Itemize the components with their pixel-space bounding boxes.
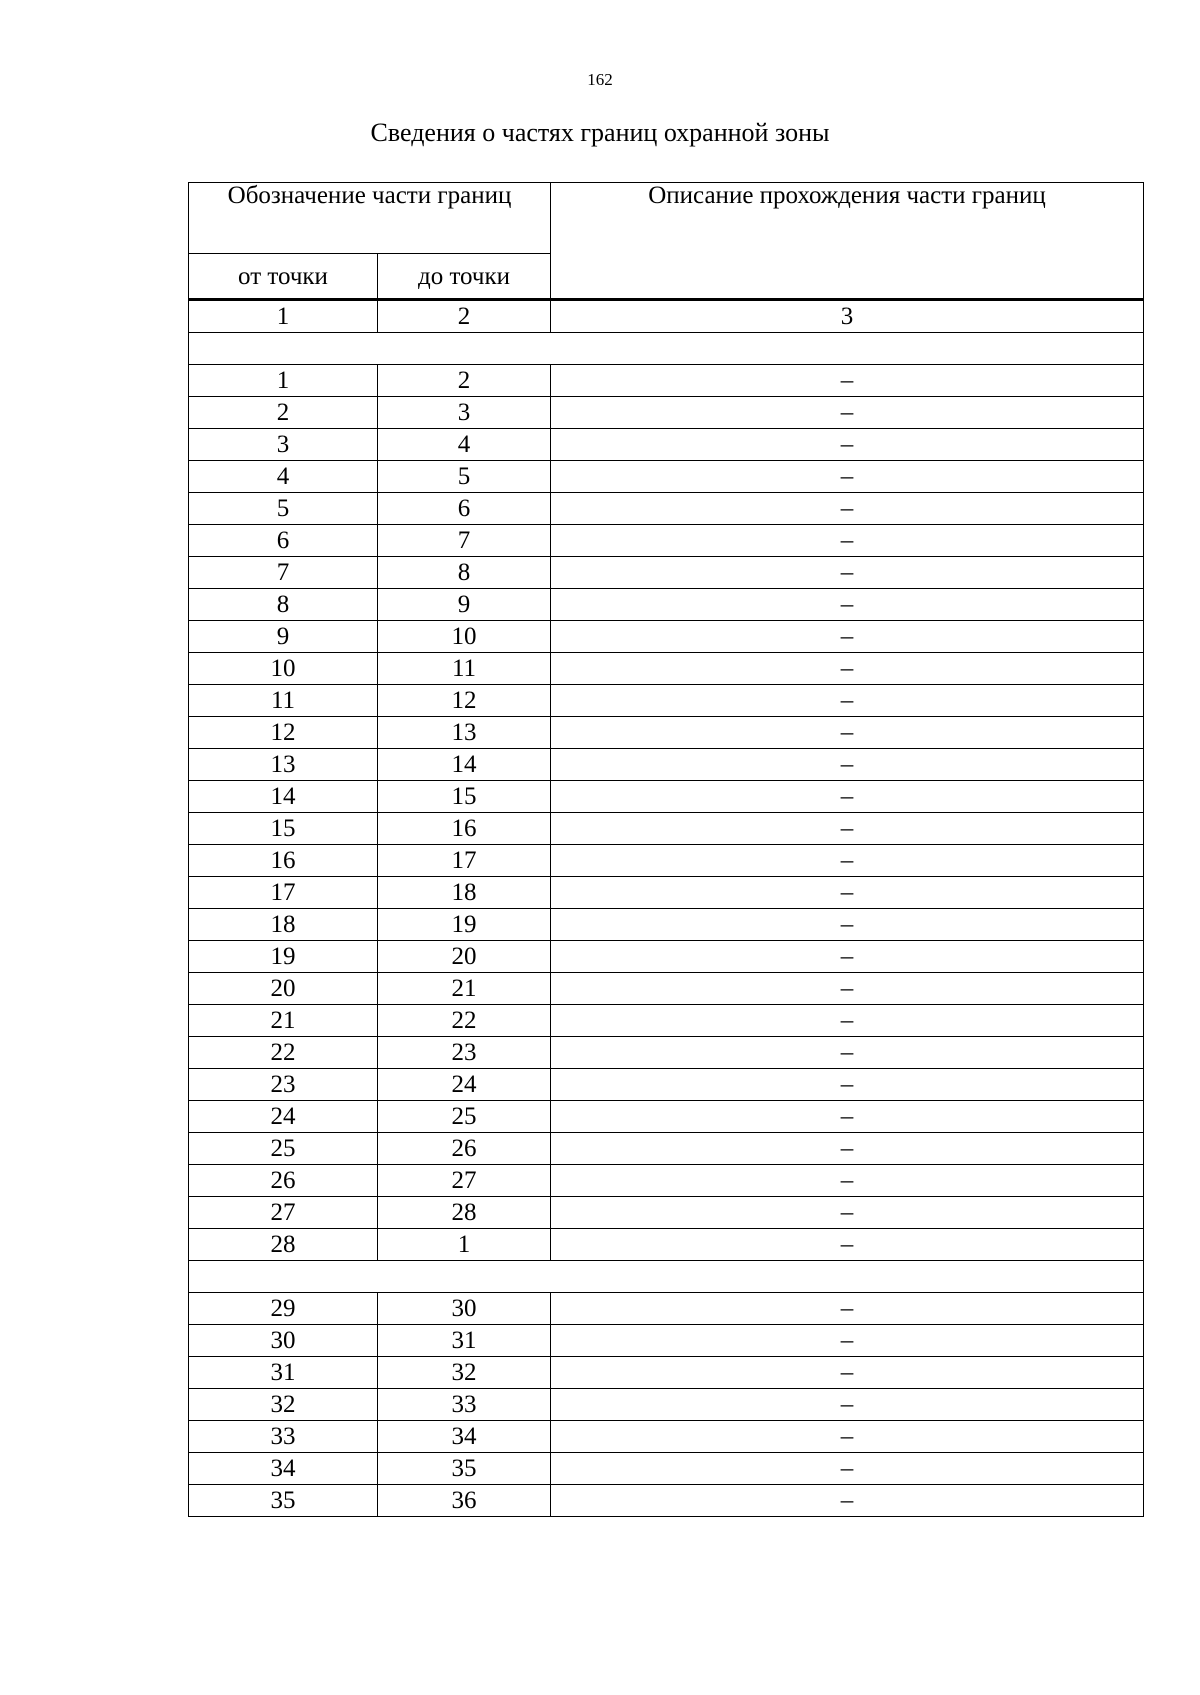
from-point-cell: 8 xyxy=(189,589,378,621)
description-cell: – xyxy=(551,877,1144,909)
to-point-cell: 3 xyxy=(378,397,551,429)
description-cell: – xyxy=(551,909,1144,941)
description-cell: – xyxy=(551,1101,1144,1133)
table-row xyxy=(189,1421,1144,1453)
header-designation: Обозначение части границ xyxy=(189,183,551,254)
to-point-cell: 19 xyxy=(378,909,551,941)
table-row xyxy=(189,1101,1144,1133)
from-point-cell: 18 xyxy=(189,909,378,941)
description-cell: – xyxy=(551,813,1144,845)
from-point-cell: 14 xyxy=(189,781,378,813)
description-cell: – xyxy=(551,973,1144,1005)
to-point-cell: 28 xyxy=(378,1197,551,1229)
from-point-cell: 32 xyxy=(189,1389,378,1421)
from-point-cell: 21 xyxy=(189,1005,378,1037)
table-row xyxy=(189,1357,1144,1389)
document-title: Сведения о частях границ охранной зоны xyxy=(370,118,830,147)
to-point-cell: 5 xyxy=(378,461,551,493)
table-row xyxy=(189,973,1144,1005)
description-cell: – xyxy=(551,1421,1144,1453)
to-point-cell: 7 xyxy=(378,525,551,557)
from-point-cell: 4 xyxy=(189,461,378,493)
to-point-cell: 9 xyxy=(378,589,551,621)
to-point-cell: 16 xyxy=(378,813,551,845)
table-row xyxy=(189,1133,1144,1165)
from-point-cell: 6 xyxy=(189,525,378,557)
to-point-cell: 22 xyxy=(378,1005,551,1037)
from-point-cell: 30 xyxy=(189,1325,378,1357)
from-point-cell: 10 xyxy=(189,653,378,685)
from-point-cell: 27 xyxy=(189,1197,378,1229)
description-cell: – xyxy=(551,525,1144,557)
from-point-cell: 15 xyxy=(189,813,378,845)
group-row xyxy=(189,333,1144,365)
description-cell: – xyxy=(551,1069,1144,1101)
header-to-point: до точки xyxy=(378,254,551,300)
from-point-cell: 31 xyxy=(189,1357,378,1389)
from-point-cell: 29 xyxy=(189,1293,378,1325)
to-point-cell: 24 xyxy=(378,1069,551,1101)
description-cell: – xyxy=(551,653,1144,685)
from-point-cell: 12 xyxy=(189,717,378,749)
description-cell: – xyxy=(551,1453,1144,1485)
table-row xyxy=(189,813,1144,845)
table-row xyxy=(189,877,1144,909)
header-from-point: от точки xyxy=(189,254,378,300)
group-row xyxy=(189,1261,1144,1293)
description-cell: – xyxy=(551,685,1144,717)
from-point-cell: 22 xyxy=(189,1037,378,1069)
description-cell: – xyxy=(551,493,1144,525)
to-point-cell: 32 xyxy=(378,1357,551,1389)
from-point-cell: 33 xyxy=(189,1421,378,1453)
group-label xyxy=(189,1261,1144,1293)
table-row xyxy=(189,1229,1144,1261)
table-header xyxy=(189,183,1144,300)
description-cell: – xyxy=(551,1197,1144,1229)
from-point-cell: 34 xyxy=(189,1453,378,1485)
table-row xyxy=(189,557,1144,589)
to-point-cell: 30 xyxy=(378,1293,551,1325)
to-point-cell: 26 xyxy=(378,1133,551,1165)
to-point-cell: 17 xyxy=(378,845,551,877)
table-row xyxy=(189,397,1144,429)
from-point-cell: 11 xyxy=(189,685,378,717)
description-cell: – xyxy=(551,1133,1144,1165)
column-number: 3 xyxy=(551,300,1144,333)
description-cell: – xyxy=(551,1165,1144,1197)
from-point-cell: 25 xyxy=(189,1133,378,1165)
description-cell: – xyxy=(551,1229,1144,1261)
description-cell: – xyxy=(551,397,1144,429)
description-cell: – xyxy=(551,1389,1144,1421)
to-point-cell: 31 xyxy=(378,1325,551,1357)
from-point-cell: 28 xyxy=(189,1229,378,1261)
header-description: Описание прохождения части границ xyxy=(551,183,1144,300)
description-cell: – xyxy=(551,589,1144,621)
description-cell: – xyxy=(551,621,1144,653)
from-point-cell: 9 xyxy=(189,621,378,653)
to-point-cell: 14 xyxy=(378,749,551,781)
description-cell: – xyxy=(551,1357,1144,1389)
from-point-cell: 7 xyxy=(189,557,378,589)
description-cell: – xyxy=(551,1005,1144,1037)
to-point-cell: 2 xyxy=(378,365,551,397)
table-row xyxy=(189,1453,1144,1485)
description-cell: – xyxy=(551,429,1144,461)
description-cell: – xyxy=(551,1325,1144,1357)
description-cell: – xyxy=(551,941,1144,973)
description-cell: – xyxy=(551,365,1144,397)
table-row xyxy=(189,621,1144,653)
from-point-cell: 24 xyxy=(189,1101,378,1133)
table-row xyxy=(189,909,1144,941)
page-number: 162 xyxy=(587,70,613,89)
table-row xyxy=(189,1293,1144,1325)
from-point-cell: 5 xyxy=(189,493,378,525)
table-row xyxy=(189,429,1144,461)
description-cell: – xyxy=(551,1037,1144,1069)
description-cell: – xyxy=(551,845,1144,877)
table-row xyxy=(189,1325,1144,1357)
from-point-cell: 16 xyxy=(189,845,378,877)
table-row xyxy=(189,685,1144,717)
from-point-cell: 3 xyxy=(189,429,378,461)
description-cell: – xyxy=(551,717,1144,749)
group-label xyxy=(189,333,1144,365)
description-cell: – xyxy=(551,461,1144,493)
from-point-cell: 26 xyxy=(189,1165,378,1197)
description-cell: – xyxy=(551,557,1144,589)
from-point-cell: 13 xyxy=(189,749,378,781)
table-row xyxy=(189,781,1144,813)
from-point-cell: 1 xyxy=(189,365,378,397)
to-point-cell: 33 xyxy=(378,1389,551,1421)
table-row xyxy=(189,589,1144,621)
table-row xyxy=(189,1197,1144,1229)
column-number: 2 xyxy=(378,300,551,333)
to-point-cell: 36 xyxy=(378,1485,551,1517)
description-cell: – xyxy=(551,1293,1144,1325)
table-row xyxy=(189,1037,1144,1069)
table-row xyxy=(189,525,1144,557)
table-row xyxy=(189,1389,1144,1421)
table-row xyxy=(189,653,1144,685)
boundary-parts-table xyxy=(188,182,1144,1517)
to-point-cell: 21 xyxy=(378,973,551,1005)
table-row xyxy=(189,845,1144,877)
to-point-cell: 13 xyxy=(378,717,551,749)
column-number: 1 xyxy=(189,300,378,333)
table-row xyxy=(189,717,1144,749)
from-point-cell: 23 xyxy=(189,1069,378,1101)
to-point-cell: 10 xyxy=(378,621,551,653)
table-row xyxy=(189,461,1144,493)
description-cell: – xyxy=(551,781,1144,813)
to-point-cell: 1 xyxy=(378,1229,551,1261)
to-point-cell: 27 xyxy=(378,1165,551,1197)
description-cell: – xyxy=(551,1485,1144,1517)
table-row xyxy=(189,749,1144,781)
to-point-cell: 8 xyxy=(378,557,551,589)
table-body xyxy=(189,300,1144,1517)
from-point-cell: 2 xyxy=(189,397,378,429)
to-point-cell: 6 xyxy=(378,493,551,525)
description-cell: – xyxy=(551,749,1144,781)
from-point-cell: 35 xyxy=(189,1485,378,1517)
from-point-cell: 17 xyxy=(189,877,378,909)
to-point-cell: 20 xyxy=(378,941,551,973)
to-point-cell: 25 xyxy=(378,1101,551,1133)
table-row xyxy=(189,1069,1144,1101)
to-point-cell: 34 xyxy=(378,1421,551,1453)
table-row xyxy=(189,1005,1144,1037)
table-row xyxy=(189,365,1144,397)
from-point-cell: 19 xyxy=(189,941,378,973)
to-point-cell: 23 xyxy=(378,1037,551,1069)
to-point-cell: 15 xyxy=(378,781,551,813)
to-point-cell: 35 xyxy=(378,1453,551,1485)
to-point-cell: 12 xyxy=(378,685,551,717)
table-row xyxy=(189,941,1144,973)
table-row xyxy=(189,1165,1144,1197)
table-row xyxy=(189,493,1144,525)
to-point-cell: 18 xyxy=(378,877,551,909)
column-numbers-row xyxy=(189,300,1144,333)
to-point-cell: 4 xyxy=(378,429,551,461)
to-point-cell: 11 xyxy=(378,653,551,685)
table-row xyxy=(189,1485,1144,1517)
from-point-cell: 20 xyxy=(189,973,378,1005)
